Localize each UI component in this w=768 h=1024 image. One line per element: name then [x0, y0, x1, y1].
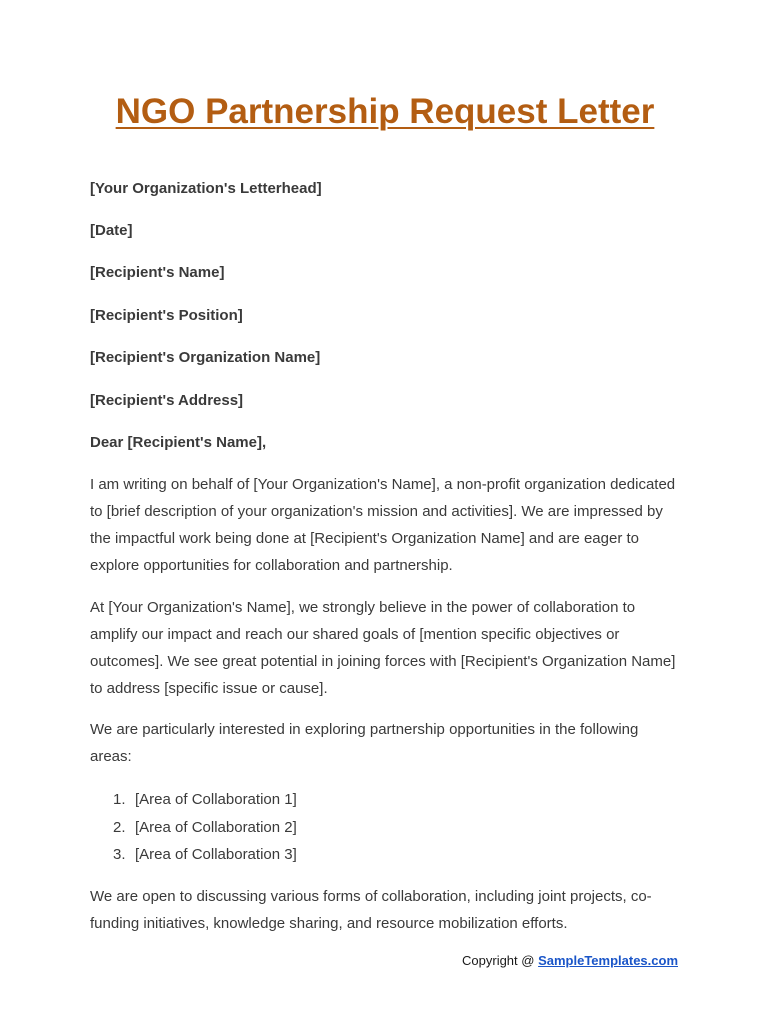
collaboration-areas-list: [90, 786, 297, 869]
paragraph-forms: We are open to discussing various forms of collaboration, including joint projects, co-funding initiatives, knowledge sharing, and resource mobilization efforts.: [90, 888, 652, 932]
list-item-text: [Area of Collaboration 2]: [135, 818, 297, 836]
list-item-number: 1.: [113, 791, 126, 808]
sampletemplates-link[interactable]: SampleTemplates.com: [538, 953, 678, 968]
list-item-number: 2.: [113, 818, 126, 836]
page-title: NGO Partnership Request Letter: [115, 92, 655, 131]
paragraph-intro: I am writing on behalf of [Your Organization's Name], a non-profit organization dedicated to [brief description of your organization's mission and activities]. We are impressed by the impactful work being done at [Recipient's Organization Name] and are eager to explore opportunities for collaboration and partnership.: [90, 476, 676, 574]
salutation: Dear [Recipient's Name],: [90, 434, 267, 451]
paragraph-areas-intro: We are particularly interested in exploring partnership opportunities in the following areas:: [90, 721, 639, 765]
list-item: [90, 841, 297, 869]
list-item: [90, 814, 297, 842]
date-field: [Date]: [90, 222, 133, 239]
paragraph-collaboration: At [Your Organization's Name], we strongly believe in the power of collaboration to amplify our impact and reach our shared goals of [mention specific objectives or outcomes]. We see great potential in joining forces with [Recipient's Organization Name] to address [specific issue or cause].: [90, 599, 676, 697]
list-item-number: 3.: [113, 846, 126, 863]
list-item: [90, 786, 297, 814]
list-item-text: [Area of Collaboration 1]: [135, 791, 297, 808]
recipient-address-field: [Recipient's Address]: [90, 392, 244, 409]
copyright-footer: [462, 953, 678, 968]
copyright-text: Copyright @: [462, 953, 539, 968]
recipient-name-field: [Recipient's Name]: [90, 264, 225, 281]
recipient-position-field: [Recipient's Position]: [90, 307, 243, 324]
letterhead-field: [Your Organization's Letterhead]: [90, 180, 322, 197]
list-item-text: [Area of Collaboration 3]: [135, 846, 297, 863]
recipient-organization-field: [Recipient's Organization Name]: [90, 349, 321, 366]
